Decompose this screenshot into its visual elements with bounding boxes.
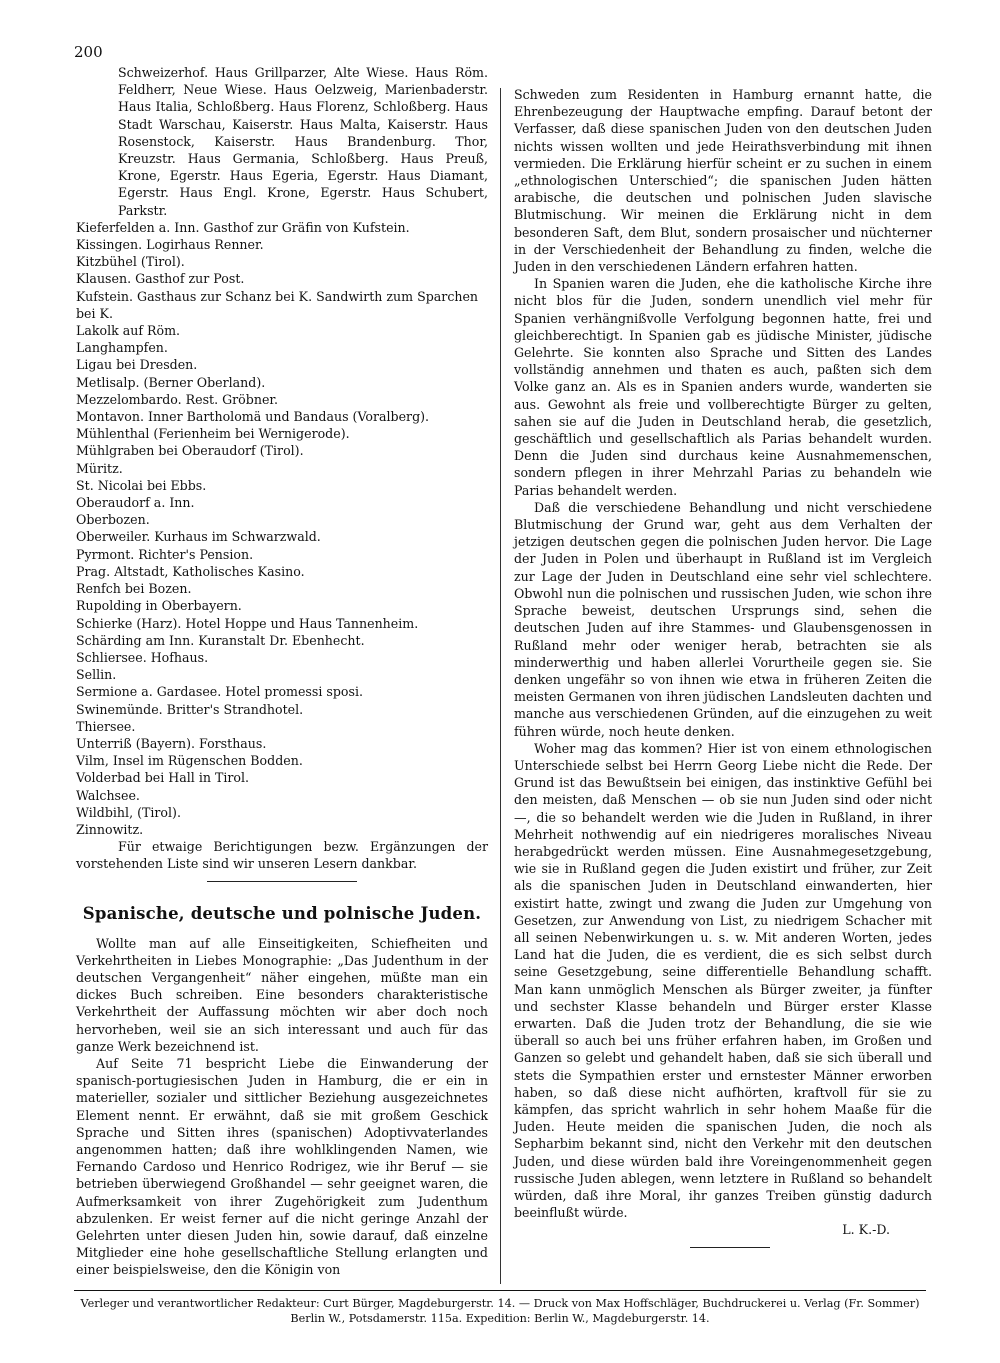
resort-entry: Sermione a. Gardasee. Hotel promessi sposi. xyxy=(76,684,363,700)
resort-entry: Unterriß (Bayern). Forsthaus. xyxy=(76,735,267,751)
resort-entry: Schierke (Harz). Hotel Hoppe und Haus Tannenheim. xyxy=(76,615,419,631)
article-paragraph: Daß die verschiedene Behandlung und nicht verschiedene Blutmischung der Grund war, geht aus dem Verhalten der jetzigen deutschen gegen die polnischen Juden hervor. Die Lage der Juden in Polen und überhaupt in Rußland ist im Vergleich zur Lage der Juden in Deutschland eine sehr viel schlechtere. Obwohl nun die polnischen und russischen Juden, wie schon ihre Sprache beweist, deutschen Ursprungs sind, sehen die deutschen Juden auf ihre Stammes- und Glaubensgenossen in Rußland mehr oder weniger herab, betrachten sie als minderwerthig und haben allerlei Vorurtheile gegen sie. Sie denken ungefähr so von ihnen wie etwa in früheren Zeiten die meisten Germanen von ihren jüdischen Landsleuten dachten und manche aus verschiedenen Gründen, auf die einzugehen zu weit führen würde, noch heute denken. xyxy=(514,499,932,739)
resort-entry: Vilm, Insel im Rügenschen Bodden. xyxy=(76,753,303,769)
resort-entry: Schweizerhof. Haus Grillparzer, Alte Wiese. Haus Röm. Feldherr, Neue Wiese. Haus Oelzweig, Marienbaderstr. Haus Italia, Schloßberg. Haus Florenz, Schloßberg. Haus Stadt Warschau, Kaiserstr. Haus Malta, Kaiserstr. Haus Rosenstock, Kaiserstr. Haus Brandenburg. Thor, Kreuzstr. Haus Germania, Schloßberg. Haus Preuß, Krone, Egerstr. Haus Egeria, Egerstr. Haus Diamant, Egerstr. Haus Engl. Krone, Egerstr. Haus Schubert, Parkstr. xyxy=(118,65,488,218)
article-title: Spanische, deutsche und polnische Juden. xyxy=(82,903,482,923)
list-note: Für etwaige Berichtigungen bezw. Ergänzungen der vorstehenden Liste sind wir unseren Lesern dankbar. xyxy=(76,839,488,872)
resort-entry: Oberbozen. xyxy=(76,512,150,528)
resort-entry: Volderbad bei Hall in Tirol. xyxy=(76,770,250,786)
resort-entry: Lakolk auf Röm. xyxy=(76,323,181,339)
imprint-line-2: Berlin W., Potsdamerstr. 115a. Expedition: Berlin W., Magdeburgerstr. 14. xyxy=(290,1312,710,1325)
resort-entry: Montavon. Inner Bartholomä und Bandaus (Voralberg). xyxy=(76,409,430,425)
article-paragraph: Woher mag das kommen? Hier ist von einem ethnologischen Unterschiede selbst bei Herrn Georg Liebe nicht die Rede. Der Grund ist das Bewußtsein bei einigen, das instinktive Gefühl bei den meisten, daß Menschen — ob sie nun Juden sind oder nicht —, die so behandelt werden wie die Juden in Rußland, in ihrer Mehrheit nothwendig auf ein niedrigeres moralisches Niveau herabgedrückt werden müssen. Eine Ausnahmegesetzgebung, wie sie in Rußland gegen die Juden existirt und früher, zur Zeit als die spanischen Juden in Deutschland einwanderten, hier existirt hatte, zwingt und zwang die Juden zur Umgehung von Gesetzen, zur Anwendung von List, zu niedrigem Schacher mit all seinen Nebenwirkungen u. s. w. Mit anderen Worten, jedes Land hat die Juden, die es verdient, die es sich selbst durch seine Gesetzgebung, seine differentielle Behandlung schafft. Man kann unmöglich Menschen als Bürger zweiter, ja fünfter und sechster Klasse behandeln und Bürger erster Klasse erwarten. Daß die Juden trotz der Behandlung, die sie wie überall so auch bei uns früher erfahren haben, im Großen und Ganzen so gelebt und gehandelt haben, daß sie sich überall und stets die Sympathien erster und ernstester Männer erworben haben, so daß diese nicht aufhörten, kraftvoll für sie zu kämpfen, das spricht wahrlich in sehr hohem Maaße für die Juden. Heute meiden die spanischen Juden, die noch als Sepharbim bekannt sind, nicht den Verkehr mit den deutschen Juden, und diese würden bald ihre Voreingenommenheit gegen russische Juden ablegen, wenn letztere in Rußland so behandelt würden, daß ihre Moral, ihr ganzes Treiben günstig dadurch beeinflußt würde. xyxy=(514,740,932,1221)
resort-entry: Schärding am Inn. Kuranstalt Dr. Ebenhecht. xyxy=(76,632,365,648)
resort-entry: Renfch bei Bozen. xyxy=(76,581,192,597)
left-column xyxy=(76,64,488,1279)
article-right-text xyxy=(514,86,932,1221)
resort-entry: Mühlenthal (Ferienheim bei Wernigerode). xyxy=(76,426,350,442)
article-left-text xyxy=(76,935,488,1279)
section-divider xyxy=(207,881,357,882)
resort-entry: St. Nicolai bei Ebbs. xyxy=(76,477,207,493)
resort-entry: Mühlgraben bei Oberaudorf (Tirol). xyxy=(76,443,304,459)
resort-list xyxy=(76,64,488,838)
article-end-rule xyxy=(690,1247,770,1248)
resort-entry: Metlisalp. (Berner Oberland). xyxy=(76,374,266,390)
resort-entry: Prag. Altstadt, Katholisches Kasino. xyxy=(76,563,305,579)
resort-entry: Müritz. xyxy=(76,460,123,476)
resort-entry: Kieferfelden a. Inn. Gasthof zur Gräfin von Kufstein. xyxy=(76,219,410,235)
resort-entry: Schliersee. Hofhaus. xyxy=(76,649,209,665)
footer-rule xyxy=(74,1290,926,1291)
resort-entry: Kitzbühel (Tirol). xyxy=(76,254,185,270)
resort-entry: Mezzelombardo. Rest. Gröbner. xyxy=(76,391,279,407)
resort-entry: Wildbihl, (Tirol). xyxy=(76,804,181,820)
resort-entry: Ligau bei Dresden. xyxy=(76,357,198,373)
imprint-footer xyxy=(74,1296,926,1326)
right-column xyxy=(514,86,932,1248)
resort-entry: Pyrmont. Richter's Pension. xyxy=(76,546,254,562)
resort-entry: Zinnowitz. xyxy=(76,821,144,837)
column-rule xyxy=(500,88,501,1284)
resort-entry: Swinemünde. Britter's Strandhotel. xyxy=(76,701,304,717)
article-paragraph: Auf Seite 71 bespricht Liebe die Einwanderung der spanisch-portugiesischen Juden in Hamburg, die er ein in materieller, sozialer und sittlicher Beziehung ausgezeichnetes Element nennt. Er erwähnt, daß sie mit großem Geschick Sprache und Sitten ihres (spanischen) Adoptivvaterlandes angenommen hatten; daß ihre wohlklingenden Namen, wie Fernando Cardoso und Henrico Rodrigez, wie ihr Beruf — sie betrieben überwiegend Großhandel — sehr geeignet waren, die Aufmerksamkeit von ihrer Zugehörigkeit zum Judenthum abzulenken. Er weist ferner auf die nicht geringe Anzahl der Gelehrten unter diesen Juden hin, sowie darauf, daß einzelne Mitglieder eine hohe gesellschaftliche Stellung erlangten und einer beispielsweise, den die Königin von xyxy=(76,1055,488,1278)
resort-entry: Klausen. Gasthof zur Post. xyxy=(76,271,245,287)
page-number: 200 xyxy=(74,43,103,61)
resort-entry: Thiersee. xyxy=(76,718,136,734)
article-paragraph: Wollte man auf alle Einseitigkeiten, Schiefheiten und Verkehrtheiten in Liebes Monographie: „Das Judenthum in der deutschen Vergangenheit“ näher eingehen, müßte man ein dickes Buch schreiben. Eine besonders charakteristische Verkehrtheit der Auffassung möchten wir aber doch noch hervorheben, weil sie an sich interessant und auch für das ganze Werk bezeichnend ist. xyxy=(76,935,488,1054)
resort-entry: Rupolding in Oberbayern. xyxy=(76,598,242,614)
resort-entry: Oberaudorf a. Inn. xyxy=(76,495,195,511)
article-paragraph: Schweden zum Residenten in Hamburg ernannt hatte, die Ehrenbezeugung der Hauptwache empfing. Darauf betont der Verfasser, daß diese spanischen Juden von den deutschen Juden nichts wissen wollten und jede Heirathsverbindung mit ihnen vermieden. Die Erklärung hierfür scheint er zu suchen in einem „ethnologischen Unterschied“; die spanischen Juden hätten arabische, die deutschen und polnischen Juden slavische Blutmischung. Wir meinen die Erklärung nicht in dem besonderen Saft, dem Blut, sondern prosaischer und nüchterner in der Verschiedenheit der Behandlung zu finden, welche die Juden in den verschiedenen Ländern erfahren hatten. xyxy=(514,87,932,275)
resort-entry: Kissingen. Logirhaus Renner. xyxy=(76,237,264,253)
resort-entry: Walchsee. xyxy=(76,787,140,803)
resort-entry: Sellin. xyxy=(76,667,117,683)
resort-entry: Langhampfen. xyxy=(76,340,168,356)
resort-entry: Oberweiler. Kurhaus im Schwarzwald. xyxy=(76,529,321,545)
article-signature: L. K.-D. xyxy=(842,1222,890,1238)
article-paragraph: In Spanien waren die Juden, ehe die katholische Kirche ihre nicht blos für die Juden, sondern unendlich viel mehr für Spanien verhängnißvolle Verfolgung begonnen hatte, frei und gleichberechtigt. In Spanien gab es jüdische Minister, jüdische Gelehrte. Sie konnten also Sprache und Sitten des Landes vollständig annehmen und thaten es auch, paßten sich dem Volke ganz an. Als es in Spanien anders wurde, wanderten sie aus. Gewohnt als freie und vollberechtigte Bürger zu gelten, sahen sie auf die Juden in Deutschland herab, die gesetzlich, geschäftlich und gesellschaftlich als Parias behandelt wurden. Denn die Juden sind durchaus keine Ausnahmemenschen, sondern pflegen in ihrer Mehrzahl Parias zu behandeln wie Parias behandelt werden. xyxy=(514,276,932,498)
resort-entry: Kufstein. Gasthaus zur Schanz bei K. Sandwirth zum Sparchen bei K. xyxy=(76,288,479,321)
imprint-line-1: Verleger und verantwortlicher Redakteur: Curt Bürger, Magdeburgerstr. 14. — Druck von Max Hoffschläger, Buchdruckerei u. Verlag (Fr. Sommer) xyxy=(80,1297,920,1310)
